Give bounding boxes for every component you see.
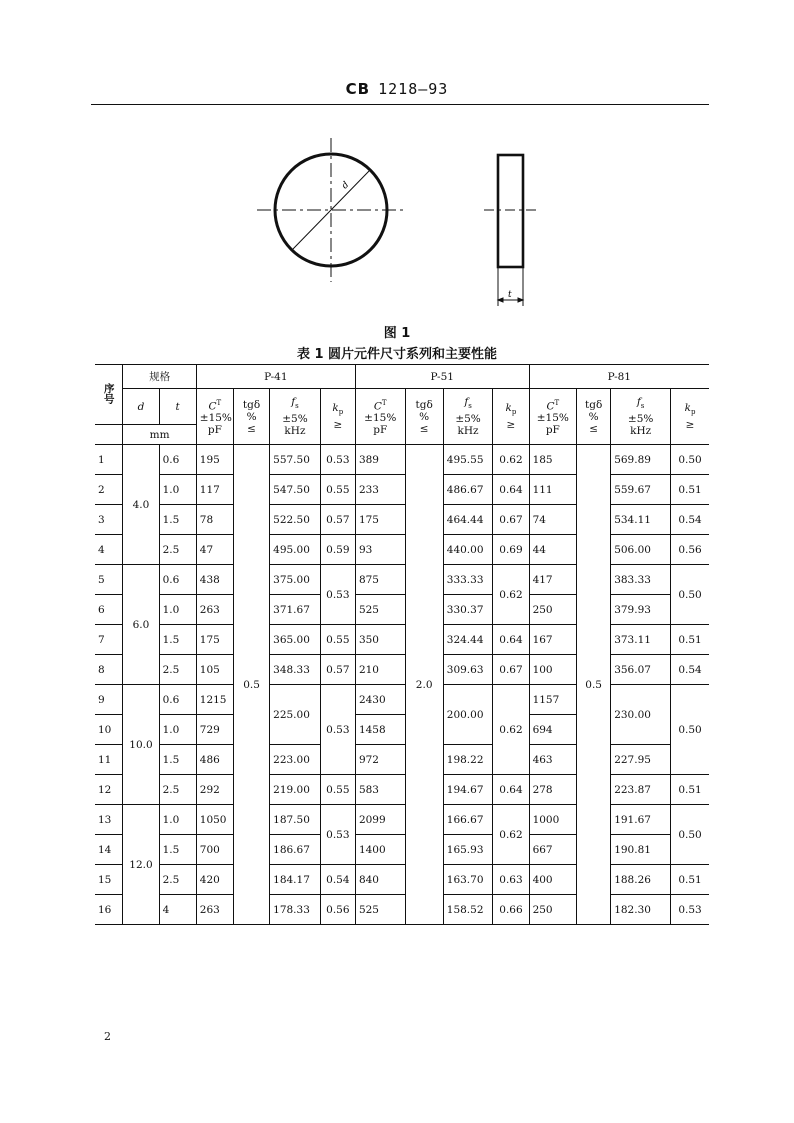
le-sign: ≤	[419, 422, 429, 435]
table-row	[95, 895, 709, 925]
capacitance-header	[196, 389, 233, 445]
frequency-cell: 182.30	[611, 895, 671, 925]
frequency-cell: 219.00	[270, 775, 321, 805]
capacitance-cell: 729	[196, 715, 233, 745]
kp-cell: 0.56	[671, 535, 709, 565]
seq-cell: 11	[95, 745, 123, 775]
t-cell: 1.0	[159, 715, 196, 745]
table-row	[95, 535, 709, 565]
capacitance-cell: 175	[196, 625, 233, 655]
k-symbol: k	[332, 402, 339, 415]
capacitance-cell: 525	[355, 595, 405, 625]
t-symbol: t	[175, 400, 180, 413]
capacitance-cell: 1458	[355, 715, 405, 745]
header-row-1	[95, 365, 709, 389]
kp-cell: 0.53	[320, 805, 355, 865]
tg-label: tgδ	[242, 398, 261, 411]
capacitance-header	[355, 389, 405, 445]
kp-cell: 0.53	[320, 685, 355, 775]
capacitance-cell: 74	[529, 505, 577, 535]
frequency-cell: 348.33	[270, 655, 321, 685]
capacitance-cell: 263	[196, 595, 233, 625]
seq-cell: 13	[95, 805, 123, 835]
frequency-cell: 186.67	[270, 835, 321, 865]
kp-cell: 0.50	[671, 685, 709, 775]
capacitance-cell: 105	[196, 655, 233, 685]
capacitance-cell: 694	[529, 715, 577, 745]
kp-cell: 0.53	[320, 445, 355, 475]
t-cell: 1.0	[159, 475, 196, 505]
capacitance-cell: 400	[529, 865, 577, 895]
t-cell: 4	[159, 895, 196, 925]
capacitance-cell: 350	[355, 625, 405, 655]
capacitance-cell: 389	[355, 445, 405, 475]
tg-label: tgδ	[415, 398, 433, 411]
tol5: ±5%	[627, 412, 654, 425]
frequency-cell: 495.00	[270, 535, 321, 565]
d-cell: 12.0	[123, 805, 159, 925]
tol15: ±15%	[364, 412, 397, 425]
kp-cell: 0.69	[493, 535, 529, 565]
table-row	[95, 445, 709, 475]
seq-cell: 4	[95, 535, 123, 565]
capacitance-cell: 486	[196, 745, 233, 775]
group-header: P-81	[529, 365, 709, 389]
seq-cell: 8	[95, 655, 123, 685]
frequency-cell: 522.50	[270, 505, 321, 535]
le-sign: ≤	[589, 422, 599, 435]
c-sup: T	[216, 398, 222, 407]
kp-cell: 0.51	[671, 625, 709, 655]
c-symbol: C	[546, 400, 555, 413]
tol5: ±5%	[282, 412, 308, 425]
frequency-cell: 166.67	[443, 805, 493, 835]
seq-cell: 5	[95, 565, 123, 595]
seq-cell: 14	[95, 835, 123, 865]
pct: %	[246, 410, 257, 423]
table-row	[95, 745, 709, 775]
f-sub: s	[468, 402, 472, 411]
frequency-cell: 557.50	[270, 445, 321, 475]
t-cell: 1.0	[159, 595, 196, 625]
tg-header	[577, 389, 611, 445]
frequency-cell: 223.00	[270, 745, 321, 775]
frequency-header	[611, 389, 671, 445]
capacitance-cell: 438	[196, 565, 233, 595]
pf-unit: pF	[373, 424, 388, 437]
frequency-cell: 230.00	[611, 685, 671, 745]
dimension-performance-table	[95, 364, 709, 925]
frequency-header	[443, 389, 493, 445]
table-row	[95, 775, 709, 805]
seq-cell: 6	[95, 595, 123, 625]
kp-cell: 0.50	[671, 565, 709, 625]
disc-front-view	[257, 138, 405, 282]
frequency-cell: 198.22	[443, 745, 493, 775]
pct: %	[419, 410, 430, 423]
capacitance-cell: 420	[196, 865, 233, 895]
kp-cell: 0.62	[493, 685, 529, 775]
frequency-cell: 383.33	[611, 565, 671, 595]
d-cell: 6.0	[123, 565, 159, 685]
seq-cell: 9	[95, 685, 123, 715]
table-row	[95, 835, 709, 865]
frequency-cell: 365.00	[270, 625, 321, 655]
kp-cell: 0.59	[320, 535, 355, 565]
table-row	[95, 505, 709, 535]
le-sign: ≤	[247, 422, 256, 435]
c-sup: T	[381, 398, 387, 407]
pf-unit: pF	[545, 424, 560, 437]
kp-cell: 0.55	[320, 775, 355, 805]
frequency-cell: 333.33	[443, 565, 493, 595]
kp-cell: 0.66	[493, 895, 529, 925]
table-row	[95, 595, 709, 625]
kp-cell: 0.51	[671, 475, 709, 505]
table-row	[95, 565, 709, 595]
kp-header	[671, 389, 709, 445]
diameter-label: d	[340, 180, 352, 192]
t-cell: 2.5	[159, 655, 196, 685]
kp-cell: 0.67	[493, 655, 529, 685]
capacitance-cell: 250	[529, 595, 577, 625]
frequency-cell: 506.00	[611, 535, 671, 565]
kp-cell: 0.57	[320, 655, 355, 685]
capacitance-cell: 292	[196, 775, 233, 805]
capacitance-cell: 44	[529, 535, 577, 565]
capacitance-cell: 111	[529, 475, 577, 505]
ge-sign: ≥	[685, 418, 695, 431]
frequency-cell: 158.52	[443, 895, 493, 925]
header-row-2	[95, 389, 709, 425]
capacitance-cell: 525	[355, 895, 405, 925]
c-sup: T	[554, 398, 560, 407]
capacitance-cell: 250	[529, 895, 577, 925]
capacitance-cell: 1000	[529, 805, 577, 835]
tg-label: tgδ	[585, 398, 603, 411]
pct: %	[588, 410, 599, 423]
figure-caption: 图 1	[383, 326, 411, 341]
frequency-cell: 184.17	[270, 865, 321, 895]
kp-cell: 0.56	[320, 895, 355, 925]
frequency-cell: 187.50	[270, 805, 321, 835]
standard-code: CB	[345, 80, 371, 98]
tol15: ±15%	[536, 412, 569, 425]
kp-cell: 0.54	[320, 865, 355, 895]
table-body	[95, 365, 709, 925]
kp-cell: 0.63	[493, 865, 529, 895]
capacitance-cell: 840	[355, 865, 405, 895]
capacitance-cell: 700	[196, 835, 233, 865]
capacitance-cell: 1157	[529, 685, 577, 715]
frequency-cell: 371.67	[270, 595, 321, 625]
capacitance-cell: 463	[529, 745, 577, 775]
frequency-cell: 191.67	[611, 805, 671, 835]
kp-cell: 0.54	[671, 655, 709, 685]
frequency-cell: 547.50	[270, 475, 321, 505]
table-caption: 表 1 圆片元件尺寸系列和主要性能	[296, 347, 498, 362]
t-cell: 1.5	[159, 835, 196, 865]
d-header	[123, 389, 159, 425]
table-row	[95, 475, 709, 505]
capacitance-cell: 2099	[355, 805, 405, 835]
table-row	[95, 805, 709, 835]
seq-cell: 15	[95, 865, 123, 895]
tg-cell: 0.5	[233, 445, 269, 925]
t-cell: 0.6	[159, 685, 196, 715]
capacitance-cell: 100	[529, 655, 577, 685]
frequency-cell: 440.00	[443, 535, 493, 565]
kp-cell: 0.55	[320, 625, 355, 655]
f-symbol: f	[464, 396, 469, 409]
frequency-cell: 194.67	[443, 775, 493, 805]
page-number: 2	[104, 1030, 111, 1043]
frequency-cell: 373.11	[611, 625, 671, 655]
capacitance-cell: 175	[355, 505, 405, 535]
capacitance-cell: 1215	[196, 685, 233, 715]
frequency-cell: 190.81	[611, 835, 671, 865]
seq-cell: 1	[95, 445, 123, 475]
kp-cell: 0.55	[320, 475, 355, 505]
tol15: ±15%	[199, 412, 232, 425]
group-header: P-41	[196, 365, 355, 389]
group-header: P-51	[355, 365, 529, 389]
kp-cell: 0.51	[671, 865, 709, 895]
kp-cell: 0.53	[320, 565, 355, 625]
kp-cell: 0.50	[671, 805, 709, 865]
frequency-cell: 324.44	[443, 625, 493, 655]
capacitance-cell: 417	[529, 565, 577, 595]
capacitance-cell: 278	[529, 775, 577, 805]
f-symbol: f	[291, 396, 296, 409]
k-sub: p	[338, 408, 344, 417]
seq-cell: 12	[95, 775, 123, 805]
t-cell: 0.6	[159, 445, 196, 475]
frequency-cell: 227.95	[611, 745, 671, 775]
f-sub: s	[295, 402, 299, 411]
capacitance-cell: 263	[196, 895, 233, 925]
kp-cell: 0.64	[493, 475, 529, 505]
frequency-cell: 178.33	[270, 895, 321, 925]
frequency-cell: 569.89	[611, 445, 671, 475]
frequency-cell: 379.93	[611, 595, 671, 625]
frequency-cell: 165.93	[443, 835, 493, 865]
tol5: ±5%	[455, 412, 481, 425]
t-cell: 1.0	[159, 805, 196, 835]
frequency-cell: 559.67	[611, 475, 671, 505]
capacitance-header	[529, 389, 577, 445]
frequency-header	[270, 389, 321, 445]
tg-header	[233, 389, 269, 445]
kp-cell: 0.54	[671, 505, 709, 535]
frequency-cell: 225.00	[270, 685, 321, 745]
tg-cell: 0.5	[577, 445, 611, 925]
seq-cell: 16	[95, 895, 123, 925]
kp-cell: 0.67	[493, 505, 529, 535]
frequency-cell: 200.00	[443, 685, 493, 745]
frequency-cell: 495.55	[443, 445, 493, 475]
seq-header	[95, 365, 123, 425]
f-symbol: f	[636, 396, 641, 409]
capacitance-cell: 583	[355, 775, 405, 805]
spec-header: 规格	[123, 365, 196, 389]
f-sub: s	[640, 402, 645, 411]
capacitance-cell: 667	[529, 835, 577, 865]
capacitance-cell: 972	[355, 745, 405, 775]
mm-header: mm	[123, 425, 196, 445]
kp-cell: 0.62	[493, 805, 529, 865]
kp-header	[493, 389, 529, 445]
capacitance-cell: 875	[355, 565, 405, 595]
ge-sign: ≥	[506, 418, 516, 431]
seq-blank	[95, 425, 123, 445]
seq-cell: 7	[95, 625, 123, 655]
thickness-label: t	[508, 290, 512, 300]
capacitance-cell: 47	[196, 535, 233, 565]
kp-cell: 0.64	[493, 625, 529, 655]
tg-cell: 2.0	[405, 445, 443, 925]
k-sub: p	[691, 408, 696, 417]
seq-cell: 2	[95, 475, 123, 505]
capacitance-cell: 1050	[196, 805, 233, 835]
capacitance-cell: 233	[355, 475, 405, 505]
pf-unit: pF	[207, 424, 222, 437]
c-symbol: C	[208, 400, 217, 413]
frequency-cell: 330.37	[443, 595, 493, 625]
table-row	[95, 685, 709, 715]
seq-cell: 3	[95, 505, 123, 535]
frequency-cell: 375.00	[270, 565, 321, 595]
k-symbol: k	[684, 402, 691, 415]
t-header	[159, 389, 196, 425]
kp-cell: 0.50	[671, 445, 709, 475]
khz-unit: kHz	[630, 424, 652, 437]
capacitance-cell: 2430	[355, 685, 405, 715]
d-symbol: d	[137, 400, 145, 413]
frequency-cell: 534.11	[611, 505, 671, 535]
kp-cell: 0.62	[493, 565, 529, 625]
t-cell: 0.6	[159, 565, 196, 595]
table-row	[95, 865, 709, 895]
frequency-cell: 486.67	[443, 475, 493, 505]
disc-side-view	[484, 155, 538, 306]
khz-unit: kHz	[457, 424, 479, 437]
frequency-cell: 163.70	[443, 865, 493, 895]
capacitance-cell: 210	[355, 655, 405, 685]
c-symbol: C	[373, 400, 382, 413]
t-cell: 1.5	[159, 745, 196, 775]
d-cell: 10.0	[123, 685, 159, 805]
k-symbol: k	[505, 402, 512, 415]
capacitance-cell: 117	[196, 475, 233, 505]
frequency-cell: 188.26	[611, 865, 671, 895]
kp-cell: 0.57	[320, 505, 355, 535]
tg-header	[405, 389, 443, 445]
t-cell: 1.5	[159, 625, 196, 655]
frequency-cell: 223.87	[611, 775, 671, 805]
capacitance-cell: 195	[196, 445, 233, 475]
ge-sign: ≥	[333, 418, 343, 431]
capacitance-cell: 185	[529, 445, 577, 475]
k-sub: p	[511, 408, 517, 417]
t-cell: 2.5	[159, 865, 196, 895]
kp-header	[320, 389, 355, 445]
frequency-cell: 356.07	[611, 655, 671, 685]
capacitance-cell: 93	[355, 535, 405, 565]
frequency-cell: 309.63	[443, 655, 493, 685]
kp-cell: 0.51	[671, 775, 709, 805]
seq-cell: 10	[95, 715, 123, 745]
table-row	[95, 655, 709, 685]
t-cell: 1.5	[159, 505, 196, 535]
seq-label: 序号	[102, 382, 115, 404]
d-cell: 4.0	[123, 445, 159, 565]
capacitance-cell: 78	[196, 505, 233, 535]
t-cell: 2.5	[159, 775, 196, 805]
capacitance-cell: 167	[529, 625, 577, 655]
table-row	[95, 625, 709, 655]
kp-cell: 0.62	[493, 445, 529, 475]
frequency-cell: 464.44	[443, 505, 493, 535]
kp-cell: 0.64	[493, 775, 529, 805]
khz-unit: kHz	[284, 424, 306, 437]
t-cell: 2.5	[159, 535, 196, 565]
figure-1-drawing	[0, 0, 794, 320]
standard-number: 1218—93	[378, 80, 449, 98]
kp-cell: 0.53	[671, 895, 709, 925]
capacitance-cell: 1400	[355, 835, 405, 865]
